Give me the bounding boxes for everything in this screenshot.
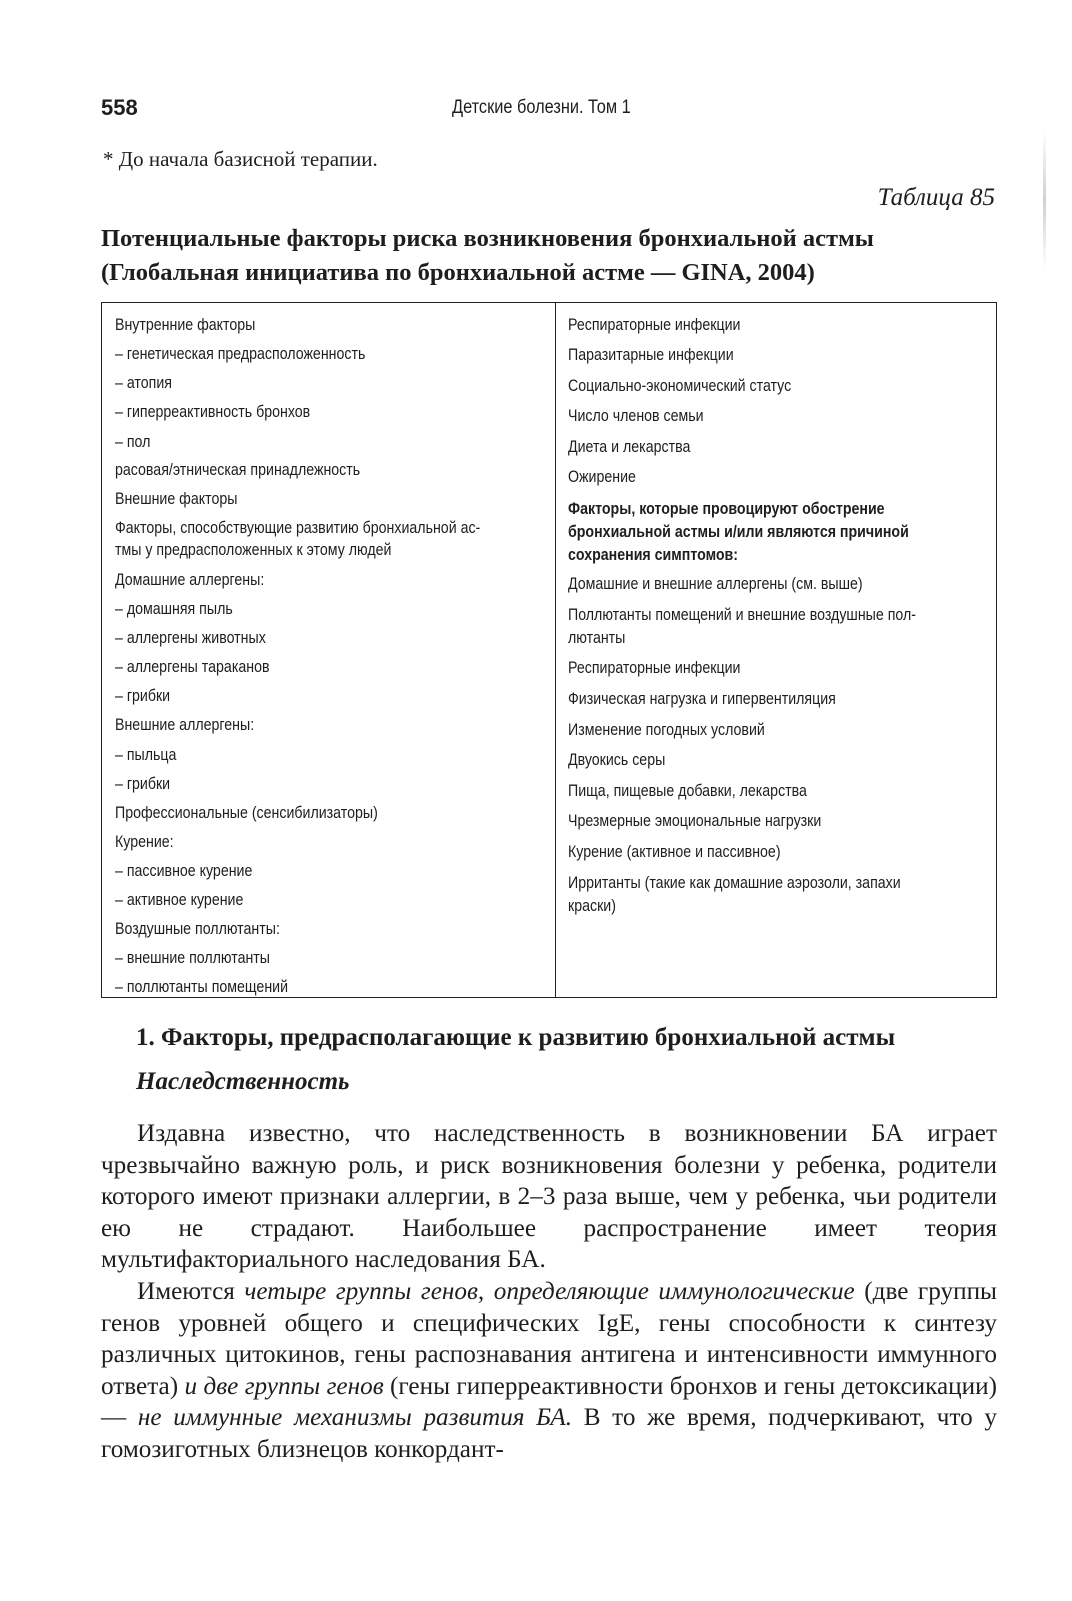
- table-right-line: краски): [568, 897, 616, 915]
- risk-factors-table: [101, 302, 997, 998]
- table-left-line: – внешние поллютанты: [115, 949, 271, 967]
- table-left-line: Курение:: [115, 833, 174, 851]
- paragraph-emphasis: четыре группы генов, определяющие иммунологические: [244, 1278, 855, 1305]
- body-paragraph-2: [101, 1276, 997, 1465]
- table-left-line: – гиперреактивность бронхов: [115, 403, 311, 421]
- table-title-line-1: Потенциальные факторы риска возникновения бронхиальной астмы: [101, 225, 874, 252]
- table-left-line: Внешние аллергены:: [115, 716, 255, 734]
- table-left-line: – пол: [115, 433, 151, 451]
- table-right-line: Чрезмерные эмоциональные нагрузки: [568, 812, 822, 830]
- table-left-line: – пыльца: [115, 746, 177, 764]
- table-left-line: Профессиональные (сенсибилизаторы): [115, 804, 378, 822]
- table-left-line: Воздушные поллютанты:: [115, 920, 280, 938]
- table-left-line: Домашние аллергены:: [115, 571, 265, 589]
- table-left-line: – грибки: [115, 775, 171, 793]
- table-left-line: Факторы, способствующие развитию бронхиальной ас-: [115, 519, 481, 537]
- table-left-line: – домашняя пыль: [115, 600, 233, 618]
- table-left-line: – поллютанты помещений: [115, 978, 289, 996]
- table-right-line: Поллютанты помещений и внешние воздушные пол-: [568, 606, 916, 624]
- table-right-line: Пища, пищевые добавки, лекарства: [568, 782, 807, 800]
- table-title-line-2: (Глобальная инициатива по бронхиальной астме — GINA, 2004): [101, 259, 815, 286]
- paragraph-emphasis: не иммунные механизмы развития БА.: [137, 1404, 573, 1431]
- table-caption: Таблица 85: [877, 184, 995, 211]
- table-right-line: Респираторные инфекции: [568, 316, 741, 334]
- footnote: * До начала базисной терапии.: [103, 147, 378, 171]
- table-left-line: – аллергены тараканов: [115, 658, 270, 676]
- table-left-line: – аллергены животных: [115, 629, 266, 647]
- scan-edge-shadow: [1043, 130, 1046, 270]
- paragraph-text: Имеются: [137, 1278, 245, 1305]
- table-left-line: – пассивное курение: [115, 862, 253, 880]
- subsection-heading: Наследственность: [136, 1068, 350, 1095]
- table-right-line: Социально-экономический статус: [568, 377, 792, 395]
- table-left-line: – генетическая предрасположенность: [115, 345, 366, 363]
- table-left-line: расовая/этническая принадлежность: [115, 461, 361, 479]
- table-right-line: Респираторные инфекции: [568, 659, 741, 677]
- paragraph-text: (гены гиперреактивности бронхов и гены детоксикации) —: [101, 1372, 997, 1431]
- table-right-line: Курение (активное и пассивное): [568, 843, 781, 861]
- table-column-divider: [555, 303, 556, 997]
- table-left-line: – активное курение: [115, 891, 244, 909]
- page-number: 558: [101, 95, 138, 120]
- table-right-line: Физическая нагрузка и гипервентиляция: [568, 690, 836, 708]
- table-left-line: – атопия: [115, 374, 172, 392]
- paragraph-emphasis: и две группы генов: [184, 1372, 384, 1400]
- table-right-line: Паразитарные инфекции: [568, 346, 734, 364]
- table-left-line: Внешние факторы: [115, 490, 238, 508]
- table-right-line-bold: бронхиальной астмы и/или являются причиной: [568, 523, 909, 541]
- table-left-line: – грибки: [115, 687, 171, 705]
- table-left-line: Внутренние факторы: [115, 316, 256, 334]
- section-heading: 1. Факторы, предрасполагающие к развитию бронхиальной астмы: [136, 1024, 896, 1051]
- table-right-line: Число членов семьи: [568, 407, 704, 425]
- paragraph-text: В то же время, подчеркивают, что у гомозиготных близнецов конкордант-: [101, 1404, 997, 1463]
- paragraph-text: (две группы генов уровней общего и специфических IgE, гены способности к синтезу различных цитокинов, гены распознавания антигена и интенсивности иммунного ответа): [101, 1278, 997, 1400]
- running-title: Детские болезни. Том 1: [452, 97, 631, 118]
- table-right-line: Ожирение: [568, 468, 636, 486]
- table-right-line: Диета и лекарства: [568, 438, 691, 456]
- table-right-line: Изменение погодных условий: [568, 721, 765, 739]
- table-right-line-bold: Факторы, которые провоцируют обострение: [568, 500, 885, 518]
- table-left-line: тмы у предрасположенных к этому людей: [115, 541, 392, 559]
- table-right-line: Двуокись серы: [568, 751, 666, 769]
- table-right-line: Домашние и внешние аллергены (см. выше): [568, 575, 863, 593]
- table-right-line: лютанты: [568, 629, 626, 647]
- table-title: [101, 222, 1001, 290]
- table-right-line: Ирританты (такие как домашние аэрозоли, запахи: [568, 874, 901, 892]
- table-right-line-bold: сохранения симптомов:: [568, 546, 738, 564]
- body-paragraph-1: Издавна известно, что наследственность в возникновении БА играет чрезвычайно важную роль, и риск возникновения болезни у ребенка, родители которого имеют признаки аллергии, в 2–3 раза выше, чем у ребенка, чьи родители ею не страдают. Наибольшее распространение имеет теория мультифакториального наследования БА.: [101, 1120, 997, 1273]
